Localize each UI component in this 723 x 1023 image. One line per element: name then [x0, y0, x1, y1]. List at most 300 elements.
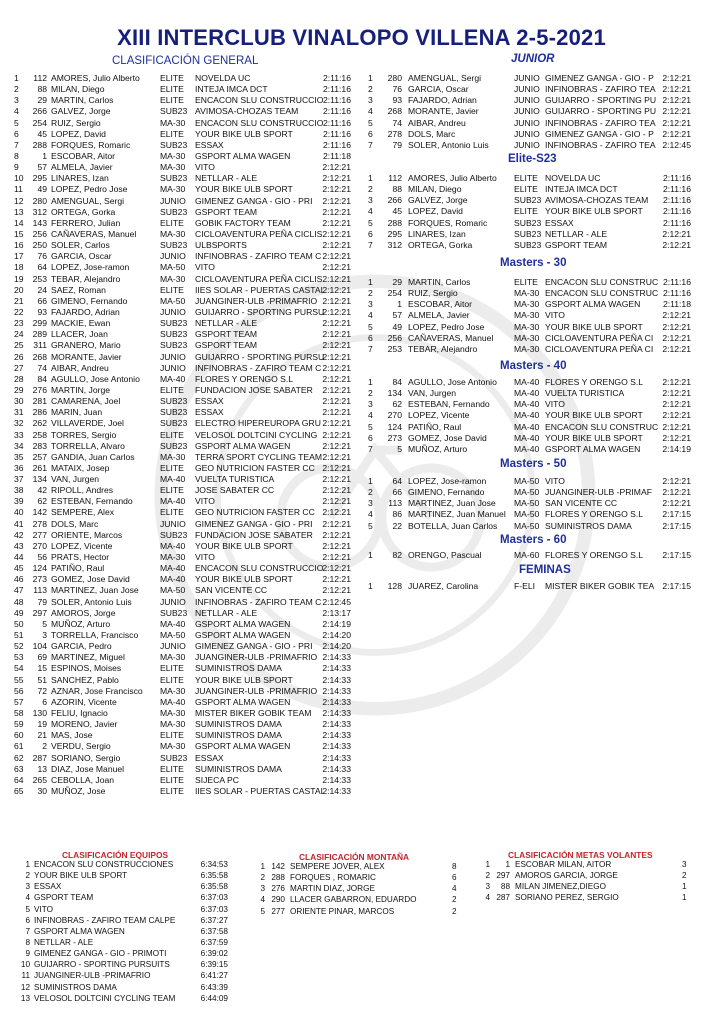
category: MA-50 — [160, 630, 186, 641]
bib: 15 — [37, 663, 47, 674]
bib: 76 — [37, 251, 47, 262]
category: SUB23 — [160, 340, 188, 351]
position: 57 — [14, 696, 24, 707]
bib: 278 — [387, 128, 402, 139]
time: 2:12:21 — [322, 295, 351, 306]
category: SUB23 — [160, 418, 188, 429]
time: 2:11:18 — [322, 150, 351, 161]
time: 2:12:21 — [322, 228, 351, 239]
bib: 72 — [37, 685, 47, 696]
position: 3 — [14, 95, 19, 106]
time: 2:12:21 — [322, 284, 351, 295]
rider-name: DOLS, Marc — [408, 128, 456, 139]
bib: 69 — [37, 652, 47, 663]
time: 2:14:33 — [322, 752, 351, 763]
time: 2:12:45 — [662, 139, 691, 150]
category-row — [368, 487, 703, 498]
position: 61 — [14, 741, 24, 752]
rider-name: AZNAR, Jose Francisco — [51, 685, 143, 696]
position: 6 — [25, 915, 30, 925]
general-row — [14, 764, 364, 775]
position: 10 — [14, 173, 24, 184]
position: 2 — [368, 184, 373, 195]
bib: 82 — [392, 550, 402, 560]
rider-name: SOLER, Antonio Luis — [408, 139, 489, 150]
position: 58 — [14, 708, 24, 719]
time: 2:11:16 — [322, 128, 351, 139]
position: 5 — [14, 117, 19, 128]
bib: 280 — [387, 73, 402, 83]
team: VITO — [195, 162, 215, 173]
category: MA-40 — [514, 432, 540, 443]
rider-name: GANDIA, Juan Carlos — [51, 451, 135, 462]
category: MA-30 — [160, 273, 186, 284]
general-row — [14, 652, 364, 663]
rider-name: VERDU, Sergio — [51, 741, 111, 752]
category: F-ELI — [514, 581, 536, 591]
bib: 277 — [271, 906, 285, 916]
metas-table — [482, 860, 697, 905]
team: ESSAX — [195, 396, 224, 407]
time: 2:12:21 — [662, 228, 691, 239]
rider-name: RIPOLL, Andres — [51, 485, 114, 496]
position: 28 — [14, 373, 24, 384]
points: 1 — [682, 882, 687, 892]
general-row — [14, 697, 364, 708]
rider-name: FAJARDO, Adrian — [51, 306, 120, 317]
general-row — [14, 430, 364, 441]
bib: 289 — [32, 329, 47, 340]
category-row — [368, 498, 703, 509]
time: 2:14:33 — [322, 786, 351, 796]
category: SUB23 — [160, 206, 188, 217]
rider-name: AMORES, Julio Alberto — [51, 73, 140, 83]
time: 2:12:21 — [662, 377, 691, 387]
rider-name: AGULLO, Jose Antonio — [408, 377, 497, 387]
category-row — [368, 444, 703, 455]
category-row — [368, 195, 703, 206]
montana-row — [257, 884, 472, 895]
category: ELITE — [160, 763, 184, 774]
rider-name: TEBAR, Alejandro — [51, 273, 121, 284]
bib: 276 — [271, 884, 285, 894]
position: 5 — [368, 421, 373, 432]
time: 2:14:33 — [322, 685, 351, 696]
category: JUNIO — [514, 84, 540, 95]
time: 2:14:33 — [322, 730, 351, 741]
position: 4 — [25, 893, 30, 903]
bib: 84 — [37, 373, 47, 384]
category: MA-40 — [514, 399, 540, 410]
rider-name: ORENGO, Pascual — [408, 550, 482, 560]
rider-name: GARCIA, Oscar — [408, 84, 469, 95]
category: MA-30 — [514, 321, 540, 332]
time: 2:12:21 — [662, 321, 691, 332]
category: SUB23 — [514, 239, 542, 250]
time: 2:12:21 — [662, 95, 691, 106]
category: MA-30 — [160, 162, 186, 173]
rider-name: GALVEZ, Jorge — [408, 195, 468, 206]
bib: 51 — [37, 674, 47, 685]
position: 5 — [368, 520, 373, 531]
general-row — [14, 541, 364, 552]
bib: 142 — [32, 507, 47, 518]
rider-name: FELIU, Ignacio — [51, 708, 108, 719]
category: ELITE — [160, 786, 184, 796]
general-row — [14, 719, 364, 730]
general-row — [14, 574, 364, 585]
rider-name: LOPEZ, Pedro Jose — [51, 184, 128, 195]
general-row — [14, 329, 364, 340]
category: JUNIO — [160, 306, 186, 317]
points: 2 — [682, 871, 687, 881]
position: 37 — [14, 474, 24, 485]
team: JUANGINER-ULB -PRIMAFRIO — [195, 295, 318, 306]
team: VELOSOL DOLTCINI CYCLING — [195, 429, 318, 440]
category-row — [368, 344, 703, 355]
time: 2:11:16 — [662, 173, 691, 183]
team: GSPORT TEAM — [195, 206, 258, 217]
time: 2:12:21 — [322, 329, 351, 340]
category: MA-30 — [160, 228, 186, 239]
team: INFINOBRAS - ZAFIRO TEA — [545, 117, 656, 128]
category: MA-40 — [160, 373, 186, 384]
time: 2:14:19 — [322, 618, 351, 629]
team: TERRA SPORT CYCLING TEAM — [195, 451, 323, 462]
time: 2:12:21 — [662, 432, 691, 443]
rider-name: MORANTE, Javier — [51, 351, 122, 362]
team: VUELTA TURISTICA — [545, 388, 625, 399]
metas-row — [482, 860, 697, 871]
points: 8 — [452, 862, 457, 871]
general-row — [14, 552, 364, 563]
bib: 134 — [32, 474, 47, 485]
position: 1 — [368, 377, 373, 387]
position: 65 — [14, 786, 24, 796]
general-table — [14, 73, 364, 797]
team: VITO — [195, 552, 215, 563]
team: JUANGINER-ULB -PRIMAFRIO — [195, 652, 318, 663]
bib: 273 — [387, 432, 402, 443]
rider-name: ESTEBAN, Fernando — [51, 496, 133, 507]
bib: 295 — [32, 173, 47, 184]
bib: 104 — [32, 641, 47, 652]
team: VUELTA TURISTICA — [195, 474, 275, 485]
general-row — [14, 630, 364, 641]
bib: 266 — [32, 106, 47, 117]
category: MA-40 — [160, 496, 186, 507]
category: MA-50 — [514, 520, 540, 531]
position: 34 — [14, 440, 24, 451]
time: 2:12:21 — [322, 273, 351, 284]
category-table — [368, 277, 703, 355]
rider-name: AGULLO, Jose Antonio — [51, 373, 140, 384]
time: 2:14:33 — [322, 774, 351, 785]
position: 8 — [25, 937, 30, 947]
bib: 22 — [392, 520, 402, 531]
position: 1 — [260, 862, 265, 871]
team: GUIJARRO - SPORTING PURSUITS — [34, 960, 170, 970]
category: SUB23 — [160, 139, 188, 150]
bib: 30 — [37, 786, 47, 796]
bib: 93 — [37, 306, 47, 317]
general-row — [14, 106, 364, 117]
bib: 124 — [387, 421, 402, 432]
category: SUB23 — [514, 195, 542, 206]
bib: 88 — [37, 84, 47, 95]
rider-name: TORRES, Sergio — [51, 429, 117, 440]
time: 2:12:21 — [662, 399, 691, 410]
bib: 57 — [392, 310, 402, 321]
position: 7 — [368, 443, 373, 454]
team: GSPORT ALMA WAGEN — [195, 696, 291, 707]
general-row — [14, 708, 364, 719]
category-heading: JUNIOR — [511, 53, 555, 65]
category: JUNIO — [160, 351, 186, 362]
time: 2:12:21 — [322, 206, 351, 217]
rider-name: FAJARDO, Adrian — [408, 95, 477, 106]
position: 19 — [14, 273, 24, 284]
category: JUNIO — [514, 73, 540, 83]
position: 2 — [25, 871, 30, 881]
category: SUB23 — [160, 318, 188, 329]
position: 2 — [14, 84, 19, 95]
category-row — [368, 388, 703, 399]
team: ESSAX — [195, 752, 224, 763]
general-row — [14, 418, 364, 429]
bib: 287 — [32, 752, 47, 763]
time: 2:12:21 — [322, 407, 351, 418]
category: ELITE — [160, 485, 184, 496]
team: GIMENEZ GANGA - GIO - PRIMOTI — [34, 949, 167, 959]
category-row — [368, 509, 703, 520]
general-row — [14, 129, 364, 140]
position: 1 — [485, 860, 490, 869]
time: 6:34:53 — [200, 860, 228, 869]
time: 2:12:21 — [322, 184, 351, 195]
position: 55 — [14, 674, 24, 685]
bib: 254 — [387, 288, 402, 299]
team: FLORES Y ORENGO S.L — [545, 509, 644, 520]
position: 35 — [14, 451, 24, 462]
position: 42 — [14, 529, 24, 540]
category: JUNIO — [160, 596, 186, 607]
position: 1 — [368, 73, 373, 83]
rider-name: MILAN JIMENEZ,DIEGO — [515, 882, 606, 892]
general-row — [14, 340, 364, 351]
position: 3 — [368, 299, 373, 310]
team: CICLOAVENTURA PEÑA CICLIS — [195, 228, 323, 239]
general-row — [14, 196, 364, 207]
category: MA-30 — [514, 310, 540, 321]
rider-name: ESTEBAN, Fernando — [408, 399, 490, 410]
general-row — [14, 318, 364, 329]
time: 2:12:21 — [662, 73, 691, 83]
category-heading: FEMINAS — [519, 564, 571, 576]
position: 40 — [14, 507, 24, 518]
time: 6:37:58 — [200, 926, 228, 936]
category: ELITE — [160, 128, 184, 139]
montana-heading: CLASIFICACIÓN MONTAÑA — [299, 852, 410, 862]
category-row — [368, 333, 703, 344]
position: 45 — [14, 563, 24, 574]
general-row — [14, 285, 364, 296]
position: 5 — [368, 117, 373, 128]
time: 2:14:33 — [322, 674, 351, 685]
time: 6:43:39 — [200, 982, 228, 992]
bib: 134 — [387, 388, 402, 399]
rider-name: LINARES, Izan — [51, 173, 109, 184]
time: 2:11:16 — [322, 84, 351, 95]
position: 1 — [368, 581, 373, 591]
team: JUANGINER-ULB -PRIMAFRIO — [34, 971, 151, 981]
general-row — [14, 262, 364, 273]
rider-name: FORQUES , ROMARIC — [290, 873, 376, 883]
category: ELITE — [160, 462, 184, 473]
rider-name: GOMEZ, Jose David — [51, 574, 130, 585]
team: SAN VICENTE CC — [195, 585, 268, 596]
general-row — [14, 463, 364, 474]
team: SUMINISTROS DAMA — [195, 719, 282, 730]
team: NETLLAR - ALE — [34, 937, 94, 947]
category-row — [368, 218, 703, 229]
category: SUB23 — [160, 529, 188, 540]
bib: 268 — [32, 351, 47, 362]
rider-name: ORTEGA, Gorka — [51, 206, 116, 217]
category-row — [368, 433, 703, 444]
bib: 256 — [32, 228, 47, 239]
time: 2:12:21 — [662, 117, 691, 128]
position: 23 — [14, 318, 24, 329]
category-heading: Elite-S23 — [508, 153, 557, 165]
position: 24 — [14, 329, 24, 340]
team: INFINOBRAS - ZAFIRO TEAM CALPE — [34, 915, 176, 925]
rider-name: ESPINOS, Moises — [51, 663, 122, 674]
bib: 257 — [32, 451, 47, 462]
position: 56 — [14, 685, 24, 696]
general-row — [14, 496, 364, 507]
general-row — [14, 385, 364, 396]
time: 2:11:16 — [322, 95, 351, 106]
bib: 312 — [387, 239, 402, 250]
time: 2:14:20 — [322, 630, 351, 641]
time: 2:12:21 — [662, 410, 691, 421]
general-row — [14, 296, 364, 307]
bib: 49 — [37, 184, 47, 195]
general-row — [14, 619, 364, 630]
position: 3 — [25, 882, 30, 892]
position: 5 — [368, 321, 373, 332]
category: MA-30 — [160, 708, 186, 719]
team: GSPORT TEAM — [195, 329, 258, 340]
team: INFINOBRAS - ZAFIRO TEAM C — [195, 251, 322, 262]
category: ELITE — [160, 507, 184, 518]
rider-name: LOPEZ, Jose-ramon — [408, 476, 487, 486]
time: 2:12:21 — [322, 318, 351, 329]
category: ELITE — [514, 206, 538, 217]
bib: 287 — [496, 893, 510, 903]
position: 3 — [260, 884, 265, 894]
position: 1 — [14, 73, 19, 83]
rider-name: SOLER, Antonio Luis — [51, 596, 132, 607]
bib: 88 — [500, 882, 510, 892]
position: 4 — [368, 310, 373, 321]
category: MA-50 — [160, 585, 186, 596]
time: 2:12:21 — [322, 474, 351, 485]
team: ESSAX — [195, 139, 224, 150]
bib: 290 — [271, 895, 285, 905]
category: MA-40 — [514, 443, 540, 454]
general-row — [14, 519, 364, 530]
time: 2:11:16 — [662, 288, 691, 299]
bib: 277 — [32, 529, 47, 540]
rider-name: AMOROS GARCIA, JORGE — [515, 871, 618, 881]
rider-name: PATIÑO, Raul — [408, 421, 462, 432]
rider-name: MACKIE, Ewan — [51, 318, 111, 329]
position: 4 — [260, 895, 265, 905]
rider-name: BOTELLA, Juan Carlos — [408, 520, 498, 531]
team: GSPORT ALMA WAGEN — [195, 741, 291, 752]
bib: 21 — [37, 730, 47, 741]
bib: 76 — [392, 84, 402, 95]
general-row — [14, 140, 364, 151]
category-row — [368, 310, 703, 321]
team: YOUR BIKE ULB SPORT — [545, 321, 643, 332]
category: MA-40 — [160, 474, 186, 485]
general-row — [14, 775, 364, 786]
team: FLORES Y ORENGO S.L — [545, 550, 644, 560]
team: GSPORT ALMA WAGEN — [195, 618, 291, 629]
position: 1 — [25, 860, 30, 869]
rider-name: SEMPERE JOVER, ALEX — [290, 862, 385, 871]
time: 2:14:33 — [322, 741, 351, 752]
bib: 79 — [392, 139, 402, 150]
time: 2:11:16 — [322, 73, 351, 83]
team: YOUR BIKE ULB SPORT — [34, 871, 128, 881]
time: 2:12:21 — [322, 451, 351, 462]
time: 2:12:21 — [322, 585, 351, 596]
rider-name: LLACER, Joan — [51, 329, 108, 340]
position: 6 — [368, 228, 373, 239]
time: 6:35:58 — [200, 871, 228, 881]
time: 2:12:21 — [322, 485, 351, 496]
team: YOUR BIKE ULB SPORT — [195, 674, 293, 685]
category: SUB23 — [160, 173, 188, 184]
team: ESSAX — [34, 882, 62, 892]
time: 2:12:21 — [322, 340, 351, 351]
rider-name: TORRELLA, Alvaro — [51, 440, 125, 451]
time: 6:37:03 — [200, 893, 228, 903]
rider-name: LOPEZ, Pedro Jose — [408, 321, 485, 332]
time: 2:12:21 — [322, 362, 351, 373]
equipos-row — [18, 983, 238, 994]
bib: 49 — [392, 321, 402, 332]
position: 22 — [14, 306, 24, 317]
general-row — [14, 563, 364, 574]
category-row — [368, 106, 703, 117]
position: 50 — [14, 618, 24, 629]
team: SAN VICENTE CC — [545, 498, 618, 509]
rider-name: SOLER, Carlos — [51, 240, 110, 251]
bib: 143 — [32, 217, 47, 228]
rider-name: LOPEZ, David — [408, 206, 463, 217]
category-row — [368, 550, 703, 561]
bib: 297 — [32, 607, 47, 618]
category: JUNIO — [160, 518, 186, 529]
equipos-row — [18, 916, 238, 927]
bib: 270 — [387, 410, 402, 421]
category-row — [368, 422, 703, 433]
